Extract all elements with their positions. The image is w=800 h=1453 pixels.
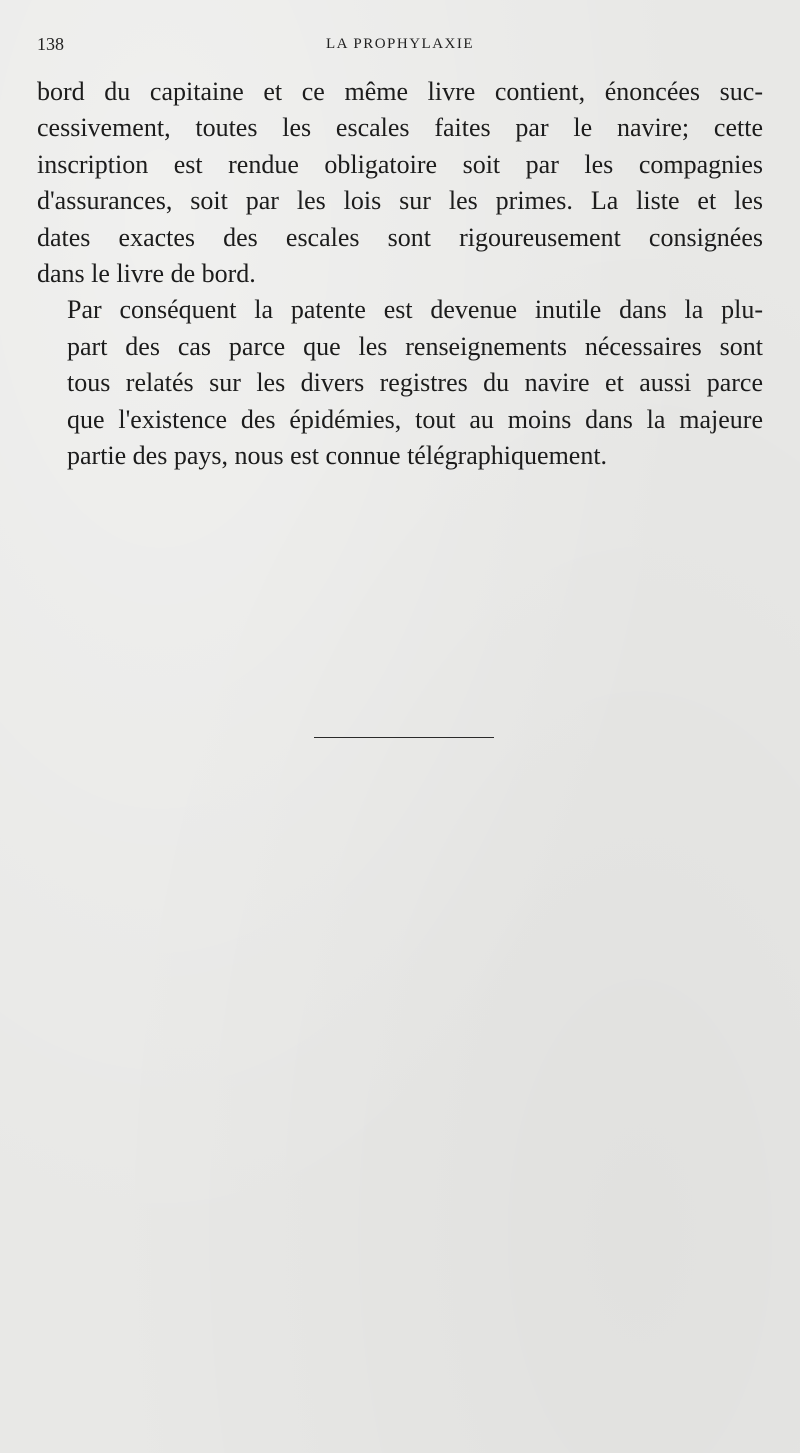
text-line: tous relatés sur les divers registres du navire et aussi parce xyxy=(67,368,763,398)
text-line: Par conséquent la patente est devenue inutile dans la plu- xyxy=(67,295,763,325)
text-line: partie des pays, nous est connue télégraphiquement. xyxy=(67,441,608,471)
section-end-rule xyxy=(314,737,494,738)
text-line: que l'existence des épidémies, tout au moins dans la majeure xyxy=(67,404,763,434)
body-text xyxy=(37,74,763,474)
text-line: dates exactes des escales sont rigoureusement consignées xyxy=(37,222,763,252)
paragraph-2 xyxy=(37,292,763,474)
text-line: d'assurances, soit par les lois sur les primes. La liste et les xyxy=(37,186,763,216)
page-number: 138 xyxy=(37,34,64,54)
text-line: dans le livre de bord. xyxy=(37,259,256,289)
paragraph-1 xyxy=(37,74,763,292)
running-title: LA PROPHYLAXIE xyxy=(325,36,475,52)
text-line: part des cas parce que les renseignements nécessaires sont xyxy=(67,331,763,361)
text-line: bord du capitaine et ce même livre contient, énoncées suc- xyxy=(37,77,763,106)
text-line: inscription est rendue obligatoire soit par les compagnies xyxy=(37,149,763,179)
running-head xyxy=(37,34,763,58)
text-line: cessivement, toutes les escales faites par le navire; cette xyxy=(37,113,763,143)
